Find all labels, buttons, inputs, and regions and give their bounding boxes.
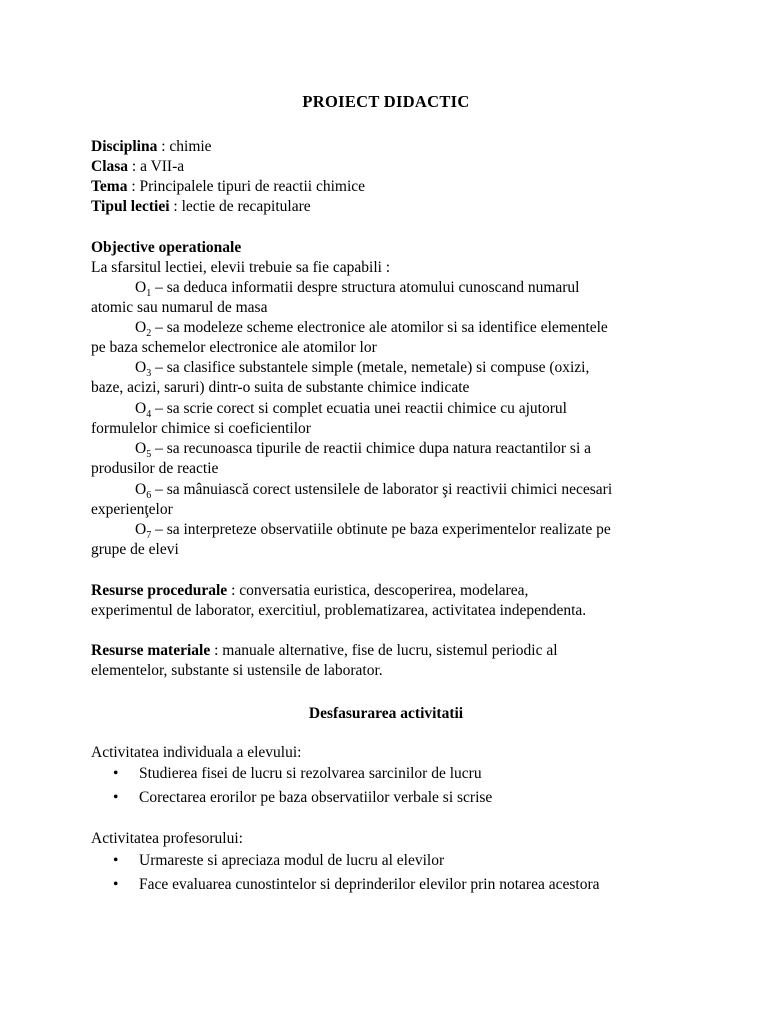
bullet-icon: • bbox=[113, 852, 119, 869]
tipul-value: : lectie de recapitulare bbox=[169, 198, 311, 215]
objective-5-line2: produsilor de reactie bbox=[91, 460, 219, 477]
objectives-intro: La sfarsitul lectiei, elevii trebuie sa fie capabili : bbox=[91, 259, 391, 276]
objective-1-line2: atomic sau numarul de masa bbox=[91, 299, 268, 316]
elev-heading: Activitatea individuala a elevului: bbox=[91, 744, 302, 761]
bullet-icon: • bbox=[113, 876, 119, 893]
resurse-procedurale-line1: Resurse procedurale : conversatia euristica, descoperirea, modelarea, bbox=[91, 582, 529, 599]
resurse-procedurale-line2: experimentul de laborator, exercitiul, problematizarea, activitatea independenta. bbox=[91, 602, 587, 619]
objective-2-line1: $O_2$ – sa modeleze scheme electronice ale atomilor si sa identifice elementele bbox=[135, 319, 608, 340]
tema-label: Tema bbox=[91, 178, 128, 195]
list-item: • Urmareste si apreciaza modul de lucru al elevilor bbox=[113, 852, 445, 869]
list-item: • Corectarea erorilor pe baza observatiilor verbale si scrise bbox=[113, 789, 493, 806]
objective-4-line1: $O_4$ – sa scrie corect si complet ecuatia unei reactii chimice cu ajutorul bbox=[135, 400, 567, 421]
objective-6-line2: experienţelor bbox=[91, 501, 173, 518]
bullet-icon: • bbox=[113, 789, 119, 806]
bullet-icon: • bbox=[113, 765, 119, 782]
document-title: PROIECT DIDACTIC bbox=[302, 92, 470, 111]
tipul-label: Tipul lectiei bbox=[91, 198, 170, 215]
resurse-materiale-label: Resurse materiale bbox=[91, 642, 211, 659]
clasa-line bbox=[91, 157, 184, 177]
clasa-value: : a VII-a bbox=[128, 158, 185, 175]
objective-2-line2: pe baza schemelor electronice ale atomilor lor bbox=[91, 339, 377, 356]
tipul-line bbox=[91, 197, 311, 217]
resurse-procedurale-label: Resurse procedurale bbox=[91, 582, 228, 599]
desfasurare-heading: Desfasurarea activitatii bbox=[308, 705, 464, 722]
objective-7-line2: grupe de elevi bbox=[91, 541, 179, 558]
disciplina-value: : chimie bbox=[157, 138, 212, 155]
objective-7-line1: $O_7$ – sa interpreteze observatiile obtinute pe baza experimentelor realizate pe bbox=[135, 521, 611, 542]
resurse-materiale-line1: Resurse materiale : manuale alternative, fise de lucru, sistemul periodic al bbox=[91, 642, 558, 659]
disciplina-label: Disciplina bbox=[91, 138, 158, 155]
list-item: • Studierea fisei de lucru si rezolvarea sarcinilor de lucru bbox=[113, 765, 482, 782]
objective-5-line1: $O_5$ – sa recunoasca tipurile de reactii chimice dupa natura reactantilor si a bbox=[135, 440, 592, 461]
objective-3-line1: $O_3$ – sa clasifice substantele simple (metale, nemetale) si compuse (oxizi, bbox=[135, 359, 590, 380]
tema-line bbox=[91, 177, 365, 197]
tema-value: : Principalele tipuri de reactii chimice bbox=[127, 178, 366, 195]
objective-1-line1: $O_1$ – sa deduca informatii despre structura atomului cunoscand numarul bbox=[135, 279, 580, 300]
profesor-heading: Activitatea profesorului: bbox=[91, 830, 243, 847]
disciplina-line bbox=[91, 137, 212, 157]
objective-6-line1: $O_6$ – sa mânuiască corect ustensilele de laborator şi reactivii chimici necesari bbox=[135, 481, 613, 502]
list-item: • Face evaluarea cunostintelor si deprinderilor elevilor prin notarea acestora bbox=[113, 876, 600, 893]
clasa-label: Clasa bbox=[91, 158, 129, 175]
objectives-heading: Objective operationale bbox=[91, 239, 242, 256]
objective-4-line2: formulelor chimice si coeficientilor bbox=[91, 420, 311, 437]
resurse-materiale-line2: elementelor, substante si ustensile de laborator. bbox=[91, 662, 383, 679]
objective-3-line2: baze, acizi, saruri) dintr-o suita de substante chimice indicate bbox=[91, 379, 470, 396]
